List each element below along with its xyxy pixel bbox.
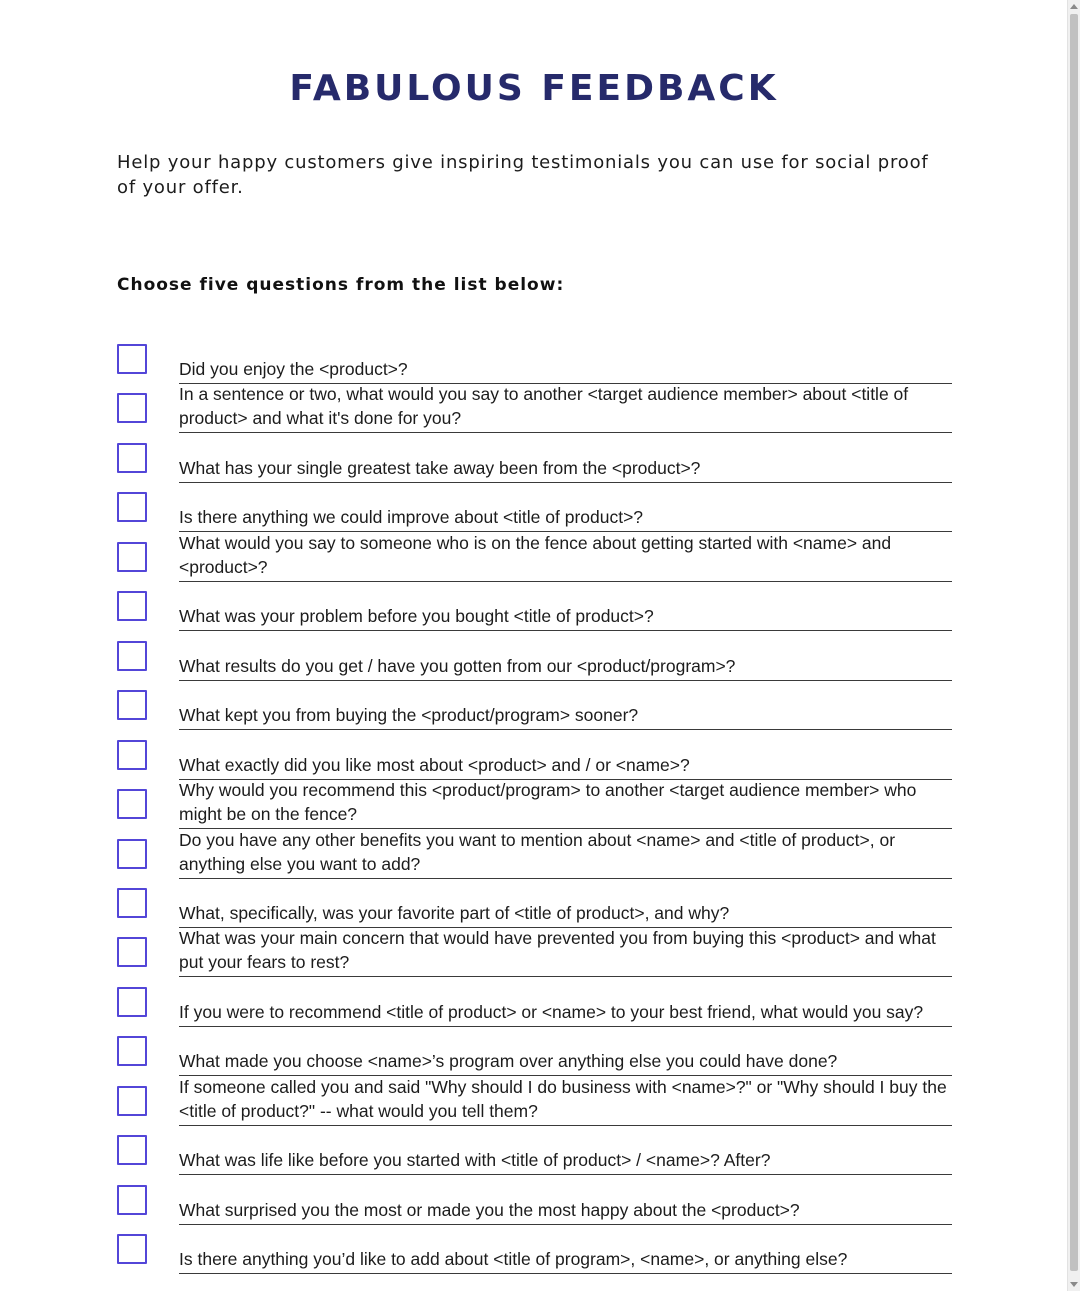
list-item xyxy=(0,492,1068,532)
question-text: What results do you get / have you gotten from our <product/program>? xyxy=(179,655,736,676)
answer-divider xyxy=(179,1273,952,1274)
question-text: In a sentence or two, what would you say to another <target audience member> about <title of product> and what it's done for you? xyxy=(179,384,909,429)
checkbox[interactable] xyxy=(117,542,147,572)
checkbox[interactable] xyxy=(117,443,147,473)
instruction-heading: Choose five questions from the list below: xyxy=(117,275,565,295)
question-text: What has your single greatest take away been from the <product>? xyxy=(179,457,701,478)
answer-divider xyxy=(179,1174,952,1175)
checkbox[interactable] xyxy=(117,888,147,918)
scrollbar-thumb[interactable] xyxy=(1070,14,1078,1271)
list-item xyxy=(0,888,1068,928)
checkbox[interactable] xyxy=(117,1036,147,1066)
list-item xyxy=(0,987,1068,1027)
answer-divider xyxy=(179,1224,952,1225)
scroll-up-arrow-icon[interactable] xyxy=(1070,4,1078,9)
list-item xyxy=(0,1234,1068,1274)
checkbox[interactable] xyxy=(117,591,147,621)
list-item xyxy=(0,1076,1068,1126)
checkbox[interactable] xyxy=(117,789,147,819)
answer-divider xyxy=(179,976,952,977)
checkbox[interactable] xyxy=(117,937,147,967)
question-text: Is there anything we could improve about <title of product>? xyxy=(179,507,644,528)
question-text: What was your problem before you bought <title of product>? xyxy=(179,606,654,627)
list-item xyxy=(0,591,1068,631)
answer-divider xyxy=(179,729,952,730)
question-text: Did you enjoy the <product>? xyxy=(179,359,408,379)
question-text: Is there anything you’d like to add about <title of program>, <name>, or anything else? xyxy=(179,1249,848,1270)
list-item xyxy=(0,780,1068,829)
question-text: What would you say to someone who is on the fence about getting started with <name> and <product>? xyxy=(179,532,892,577)
checkbox[interactable] xyxy=(117,987,147,1017)
intro-text: Help your happy customers give inspiring testimonials you can use for social proof of your offer. xyxy=(117,152,929,198)
list-item xyxy=(0,532,1068,582)
scroll-down-arrow-icon[interactable] xyxy=(1070,1282,1078,1287)
list-item xyxy=(0,1036,1068,1076)
answer-divider xyxy=(179,482,952,483)
checkbox[interactable] xyxy=(117,690,147,720)
list-item xyxy=(0,384,1068,433)
vertical-scrollbar[interactable] xyxy=(1067,0,1080,1291)
list-item xyxy=(0,443,1068,483)
question-text: What was life like before you started with <title of product> / <name>? After? xyxy=(179,1150,771,1171)
question-text: What surprised you the most or made you the most happy about the <product>? xyxy=(179,1199,800,1220)
list-item xyxy=(0,344,1068,384)
list-item xyxy=(0,928,1068,977)
checkbox[interactable] xyxy=(117,1234,147,1264)
answer-divider xyxy=(179,1125,952,1126)
list-item xyxy=(0,690,1068,730)
question-text: If someone called you and said "Why should I do business with <name>?" or "Why should I buy the <title of product?" -- what would you tell them? xyxy=(179,1076,947,1121)
question-text: What was your main concern that would have prevented you from buying this <product> and what put your fears to rest? xyxy=(179,928,936,973)
question-text: What exactly did you like most about <product> and / or <name>? xyxy=(179,754,690,775)
checkbox[interactable] xyxy=(117,641,147,671)
question-text: Do you have any other benefits you want to mention about <name> and <title of product>, or anything else you want to add? xyxy=(179,829,896,874)
checkbox[interactable] xyxy=(117,740,147,770)
question-text: What, specifically, was your favorite part of <title of product>, and why? xyxy=(179,902,730,923)
checkbox[interactable] xyxy=(117,1135,147,1165)
page-title: FABULOUS FEEDBACK xyxy=(289,68,779,109)
checkbox[interactable] xyxy=(117,1185,147,1215)
answer-divider xyxy=(179,878,952,879)
checkbox[interactable] xyxy=(117,839,147,869)
question-text: What made you choose <name>’s program over anything else you could have done? xyxy=(179,1051,838,1072)
answer-divider xyxy=(179,581,952,582)
list-item xyxy=(0,641,1068,681)
answer-divider xyxy=(179,630,952,631)
checkbox[interactable] xyxy=(117,492,147,522)
list-item xyxy=(0,1185,1068,1225)
list-item xyxy=(0,740,1068,780)
list-item xyxy=(0,829,1068,879)
answer-divider xyxy=(179,432,952,433)
list-item xyxy=(0,1135,1068,1175)
question-text: If you were to recommend <title of product> or <name> to your best friend, what would you say? xyxy=(179,1001,924,1022)
question-text: What kept you from buying the <product/program> sooner? xyxy=(179,705,639,726)
answer-divider xyxy=(179,1026,952,1027)
checkbox[interactable] xyxy=(117,344,147,374)
checkbox[interactable] xyxy=(117,1086,147,1116)
checkbox[interactable] xyxy=(117,393,147,423)
question-text: Why would you recommend this <product/program> to another <target audience member> who might be on the fence? xyxy=(179,780,917,825)
answer-divider xyxy=(179,680,952,681)
